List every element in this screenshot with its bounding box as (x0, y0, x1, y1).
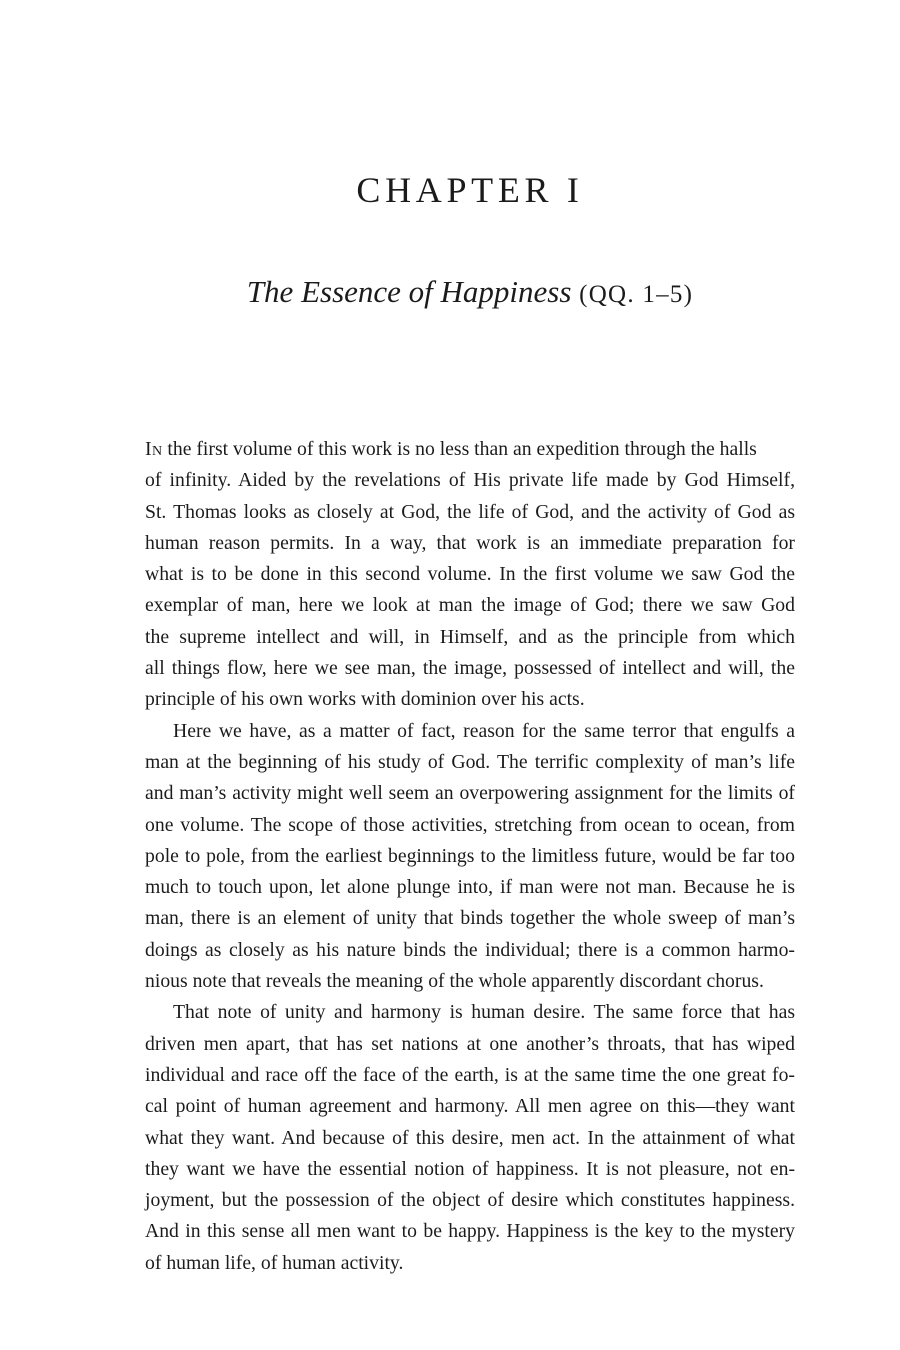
text-line: pole to pole, from the earliest beginnings to the limitless future, would be far too (145, 844, 795, 867)
text-line: And in this sense all men want to be happy. Happiness is the key to the mystery (145, 1220, 795, 1243)
body-text (145, 434, 795, 1279)
text-line: man at the beginning of his study of God. The terrific complexity of man’s life (145, 750, 795, 773)
paragraph-1 (145, 434, 795, 716)
text-line: the supreme intellect and will, in Himself, and as the principle from which (145, 625, 795, 648)
text-line: and man’s activity might well seem an overpowering assignment for the limits of (145, 782, 795, 805)
text-line: nious note that reveals the meaning of the whole apparently discordant chorus. (145, 970, 764, 993)
text-line: principle of his own works with dominion over his acts. (145, 688, 585, 711)
text-line: man, there is an element of unity that binds together the whole sweep of man’s (145, 907, 795, 930)
text-line: what they want. And because of this desire, men act. In the attainment of what (145, 1126, 795, 1149)
text-line: of human life, of human activity. (145, 1251, 404, 1274)
text-line: Here we have, as a matter of fact, reason for the same terror that engulfs a (173, 719, 795, 742)
text-line: driven men apart, that has set nations at one another’s throats, that has wiped (145, 1032, 795, 1055)
text-line: doings as closely as his nature binds the individual; there is a common harmo- (145, 938, 795, 961)
text-line: individual and race off the face of the earth, is at the same time the one great fo- (145, 1063, 795, 1086)
text-line: of infinity. Aided by the revelations of His private life made by God Himself, (145, 469, 795, 492)
text-line: exemplar of man, here we look at man the image of God; there we saw God (145, 594, 795, 617)
text-line: one volume. The scope of those activities, stretching from ocean to ocean, from (145, 813, 795, 836)
text-line: much to touch upon, let alone plunge into, if man were not man. Because he is (145, 876, 795, 899)
text-line (145, 438, 757, 460)
text-line-content: the first volume of this work is no less than an expedition through the halls (167, 438, 757, 460)
text-line: That note of unity and harmony is human desire. The same force that has (173, 1001, 795, 1024)
paragraph-3 (145, 997, 795, 1279)
text-line: they want we have the essential notion of happiness. It is not pleasure, not en- (145, 1157, 795, 1180)
chapter-heading: CHAPTER I (356, 170, 584, 210)
text-line: cal point of human agreement and harmony. All men agree on this—they want (145, 1095, 795, 1118)
paragraph-2 (145, 716, 795, 998)
text-line: human reason permits. In a way, that work is an immediate preparation for (145, 531, 795, 554)
text-line: St. Thomas looks as closely at God, the life of God, and the activity of God as (145, 500, 795, 523)
chapter-subtitle (145, 272, 795, 315)
subtitle-questions-ref: (QQ. 1–5) (579, 281, 694, 308)
text-line: what is to be done in this second volume. In the first volume we saw God the (145, 563, 795, 586)
subtitle-title: The Essence of Happiness (246, 274, 572, 309)
lead-in-small-caps: In (145, 438, 163, 460)
text-line: all things flow, here we see man, the image, possessed of intellect and will, the (145, 657, 795, 680)
text-line: joyment, but the possession of the object of desire which constitutes happiness. (145, 1189, 795, 1212)
